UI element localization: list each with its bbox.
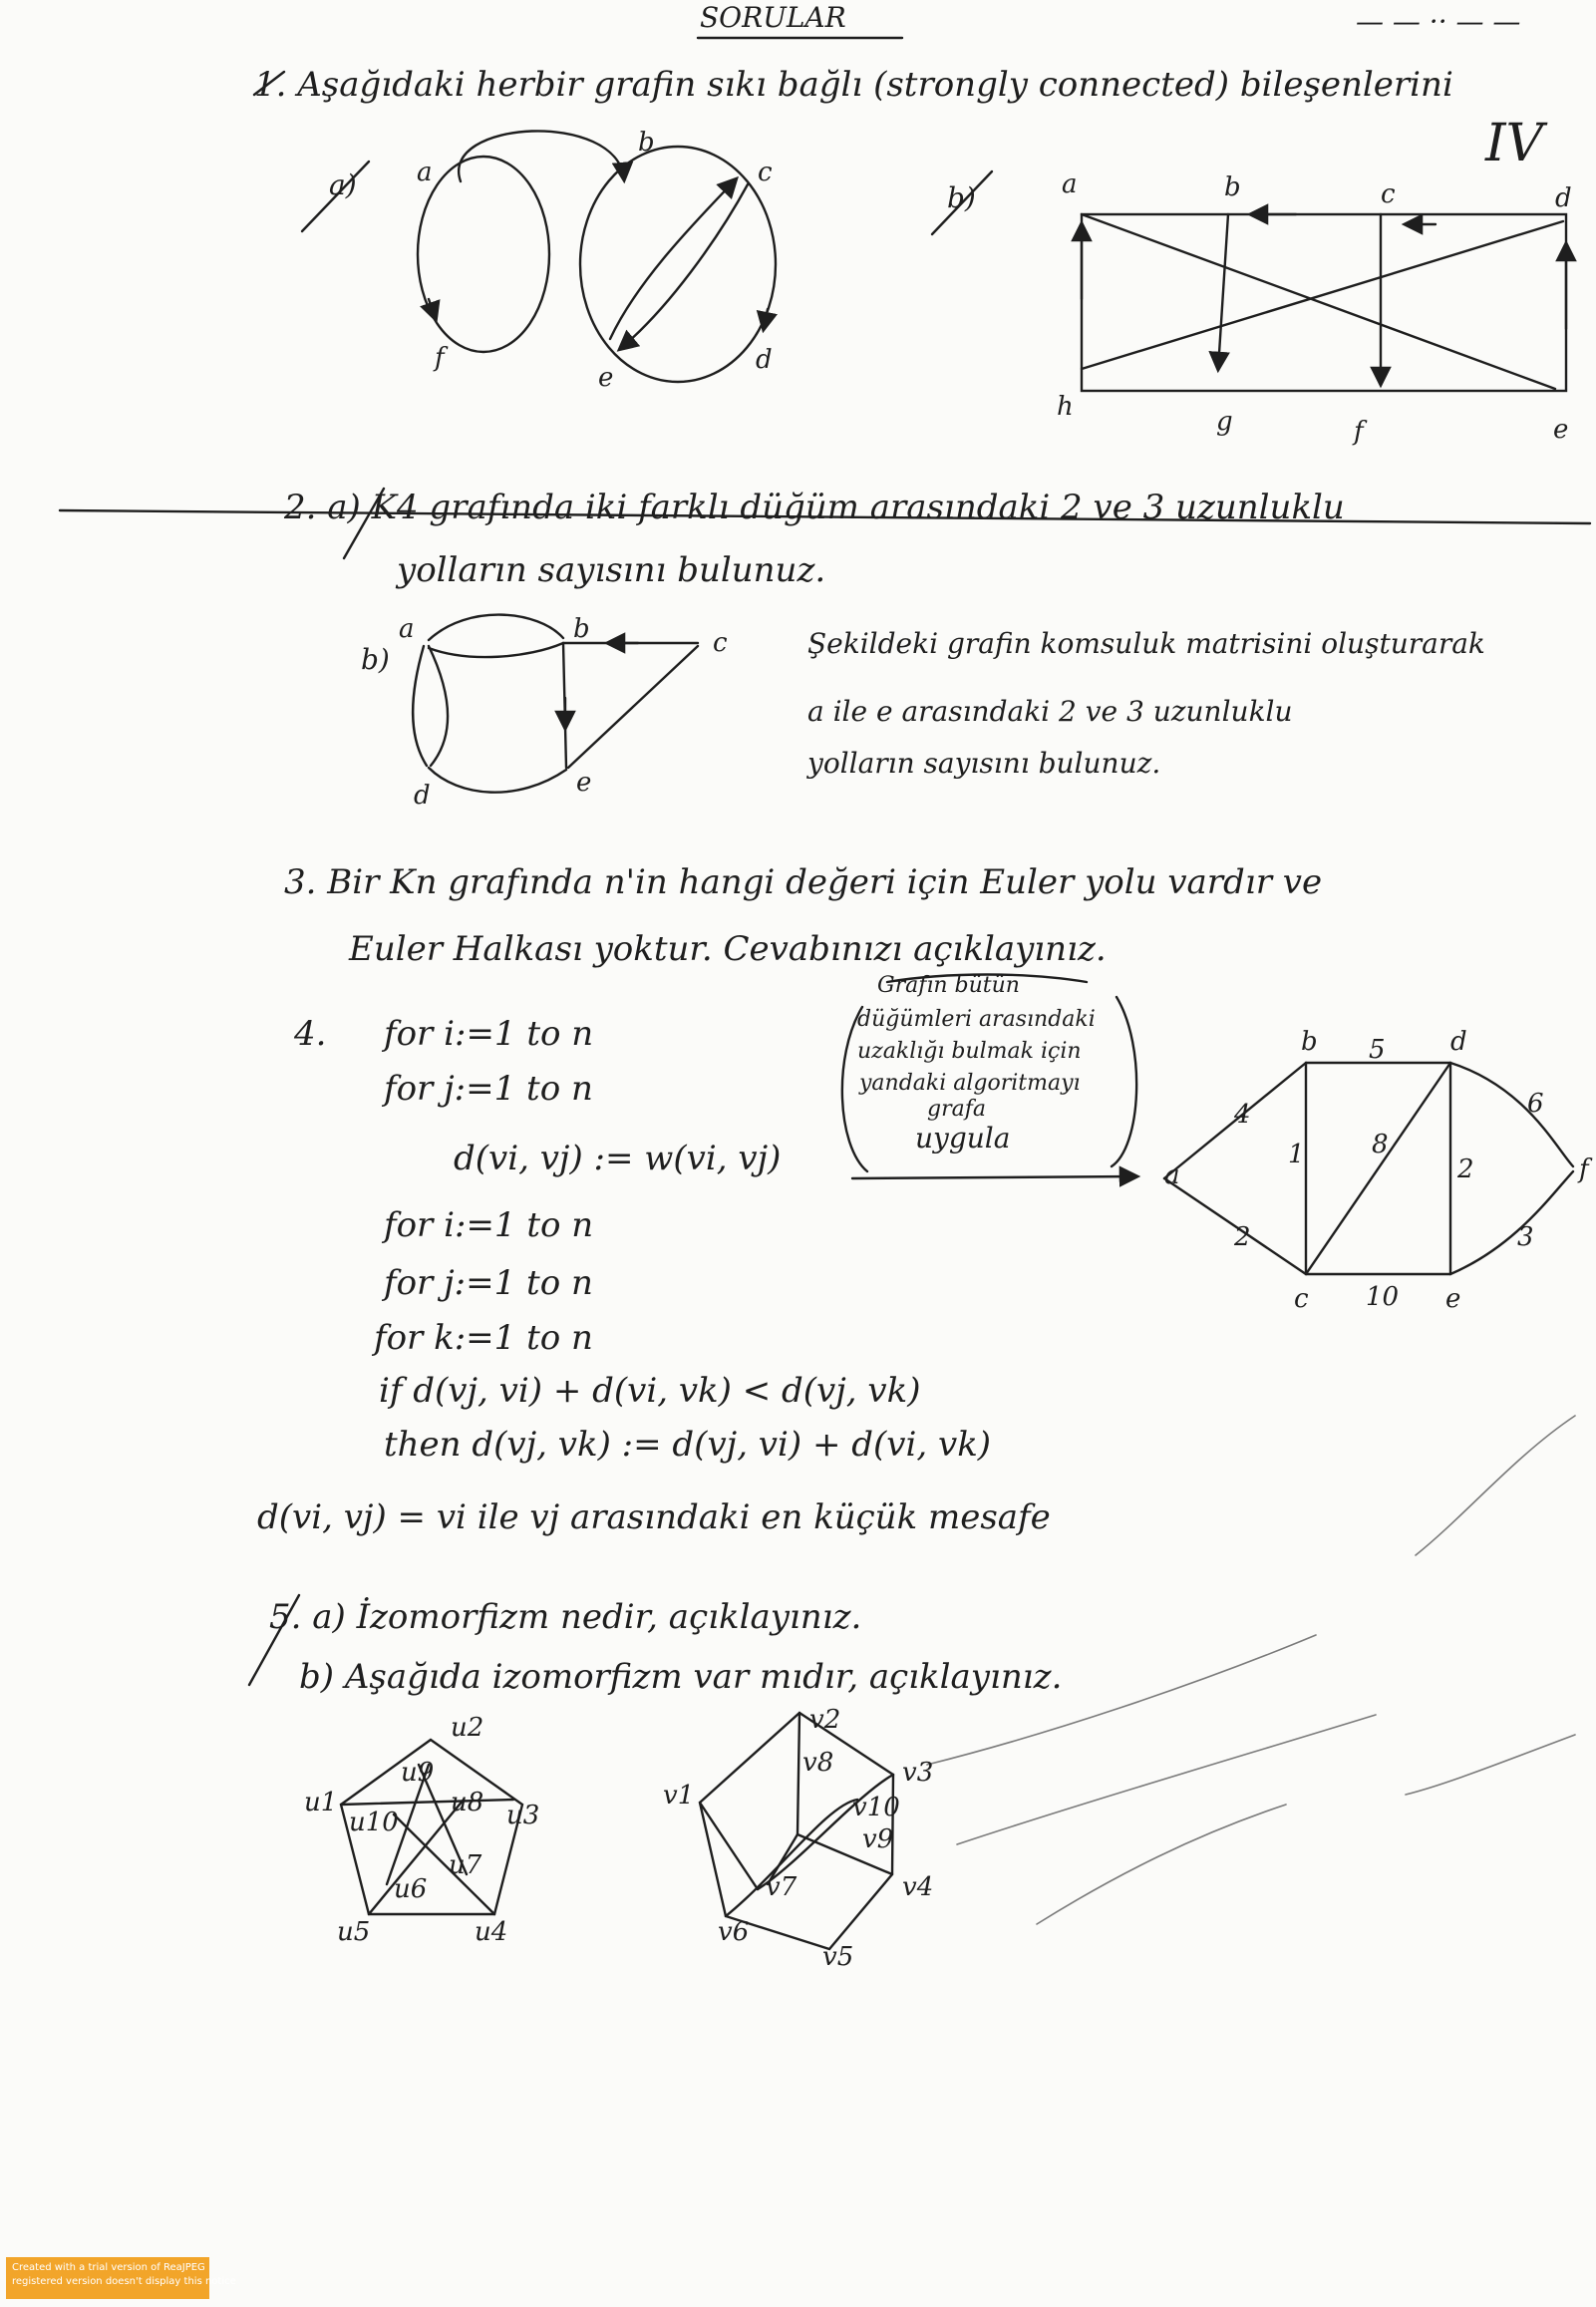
q5-u10: u10 <box>349 1808 399 1837</box>
q4-note-3: uzaklığı bulmak için <box>857 1039 1082 1064</box>
q4-weight-bc: 1 <box>1288 1140 1305 1169</box>
q4-graph <box>1164 1063 1573 1274</box>
q1b-node-g: g <box>1216 407 1233 437</box>
top-corner-marks: — — ·· — — <box>1356 5 1521 38</box>
q2b-label: b) <box>361 643 390 676</box>
q1a-right-cycle <box>580 147 776 382</box>
q1b-node-a: a <box>1062 169 1078 199</box>
q4-code-8: then d(vj, vk) := d(vj, vi) + d(vi, vk) <box>384 1425 992 1465</box>
q2b-text-2: a ile e arasındaki 2 ve 3 uzunluklu <box>807 695 1293 728</box>
q1a-node-e: e <box>598 363 614 393</box>
q2b-node-a: a <box>399 614 415 644</box>
q1-text: 1. Aşağıdaki herbir grafin sıkı bağlı (strongly connected) bileşenlerini <box>254 65 1453 105</box>
q4-node-b: b <box>1301 1027 1318 1057</box>
q5-v9: v9 <box>862 1824 894 1854</box>
q4-code-4: for i:=1 to n <box>384 1205 594 1245</box>
q2b-text-3: yolların sayısını bulunuz. <box>807 747 1161 780</box>
q1b-graph <box>1082 214 1566 391</box>
q2b-text-1: Şekildeki grafin komsuluk matrisini oluşturarak <box>807 627 1485 660</box>
q4-weight-de: 2 <box>1457 1154 1474 1184</box>
q1b-label: b) <box>947 181 976 214</box>
q5-v10: v10 <box>852 1793 900 1822</box>
q4-note-4: yandaki algoritmayı <box>859 1071 1081 1096</box>
q4-note-5: grafa <box>927 1097 986 1122</box>
q1b-node-c: c <box>1381 179 1396 209</box>
q1a-edge-c-e <box>620 184 748 349</box>
q4-number: 4. <box>294 1014 327 1054</box>
q5-v4: v4 <box>902 1872 934 1902</box>
q5-v7: v7 <box>766 1872 798 1902</box>
q5-v5: v5 <box>822 1942 854 1972</box>
q5-u3: u3 <box>506 1801 540 1830</box>
q4-code-3: d(vi, vj) := w(vi, vj) <box>454 1139 782 1178</box>
q5-v2: v2 <box>809 1705 841 1735</box>
watermark-line2: registered version doesn't display this notice <box>12 2275 236 2287</box>
q3-line2: Euler Halkası yoktur. Cevabınızı açıklayınız. <box>349 929 1107 969</box>
q4-arrow <box>852 1176 1136 1178</box>
q4-code-6: for k:=1 to n <box>374 1318 593 1358</box>
q4-weight-ac: 2 <box>1234 1222 1251 1252</box>
q1a-edge-e-c <box>610 179 736 339</box>
trial-watermark <box>6 2257 236 2299</box>
q1b-node-e: e <box>1553 415 1569 445</box>
q4-weight-cd: 8 <box>1372 1130 1389 1159</box>
q4-weight-ab: 4 <box>1234 1100 1251 1130</box>
q4-note-6: uygula <box>915 1122 1011 1154</box>
q5-u7: u7 <box>449 1850 482 1880</box>
q1-margin-note: IV <box>1485 114 1544 173</box>
q4-node-a: a <box>1164 1160 1180 1190</box>
q1a-node-a: a <box>417 158 433 187</box>
q1a-graph <box>418 128 776 382</box>
q4-code-1: for i:=1 to n <box>384 1014 594 1054</box>
watermark-line1: Created with a trial version of ReaJPEG <box>12 2262 205 2273</box>
q2b-node-b: b <box>573 614 590 644</box>
q1b-node-b: b <box>1224 172 1241 202</box>
q1a-node-b: b <box>638 128 655 158</box>
q4-weight-df: 6 <box>1527 1089 1544 1119</box>
q4-node-c: c <box>1294 1284 1309 1314</box>
q2b-node-e: e <box>576 768 592 798</box>
q1a-node-c: c <box>758 158 773 187</box>
q5-v6: v6 <box>718 1917 750 1947</box>
q5-u6: u6 <box>394 1874 428 1904</box>
q5-line-a: 5. a) İzomorfizm nedir, açıklayınız. <box>269 1597 862 1637</box>
q4-node-e: e <box>1445 1284 1461 1314</box>
q4-weight-ef: 3 <box>1517 1222 1534 1252</box>
q4-node-d: d <box>1450 1027 1467 1057</box>
q4-code-7: if d(vj, vi) + d(vi, vk) < d(vj, vk) <box>379 1371 921 1411</box>
q1b-node-f: f <box>1354 417 1364 447</box>
q5-v8: v8 <box>802 1748 834 1778</box>
q2b-graph <box>413 615 698 793</box>
q4-weight-ce: 10 <box>1366 1282 1400 1312</box>
q5-u5: u5 <box>337 1917 371 1947</box>
q4-note-1: Grafın bütün <box>877 973 1020 998</box>
q1b-node-d: d <box>1555 183 1572 213</box>
q4-weight-bd: 5 <box>1369 1035 1386 1065</box>
q5-v1: v1 <box>663 1781 695 1811</box>
q4-definition: d(vi, vj) = vi ile vj arasındaki en küçük mesafe <box>257 1497 1051 1537</box>
q1a-label: a) <box>329 168 357 201</box>
q5-u1: u1 <box>304 1788 338 1817</box>
q2a-line1: 2. a) K4 grafında iki farklı düğüm arasındaki 2 ve 3 uzunluklu <box>284 488 1345 527</box>
q1a-node-d: d <box>756 345 773 375</box>
q1b-node-h: h <box>1057 392 1074 422</box>
q3-line1: 3. Bir Kn grafında n'in hangi değeri için Euler yolu vardır ve <box>284 862 1323 902</box>
q5-u2: u2 <box>451 1713 484 1743</box>
q4-code-2: for j:=1 to n <box>384 1069 593 1109</box>
q2b-node-d: d <box>414 781 431 811</box>
q2b-node-c: c <box>713 628 728 658</box>
q2a-line2: yolların sayısını bulunuz. <box>397 550 826 590</box>
q4-node-f: f <box>1579 1154 1589 1184</box>
q5-u8: u8 <box>451 1788 484 1817</box>
q5-u9: u9 <box>401 1758 435 1788</box>
q1a-node-f: f <box>435 343 445 373</box>
q4-note-2: düğümleri arasındaki <box>857 1007 1096 1032</box>
q5-v3: v3 <box>902 1758 934 1788</box>
q4-code-5: for j:=1 to n <box>384 1263 593 1303</box>
q5-u4: u4 <box>475 1917 508 1947</box>
q1a-left-cycle <box>418 157 549 352</box>
q5-line-b: b) Aşağıda izomorfizm var mıdır, açıklayınız. <box>299 1657 1063 1697</box>
page-title: SORULAR <box>700 1 846 34</box>
